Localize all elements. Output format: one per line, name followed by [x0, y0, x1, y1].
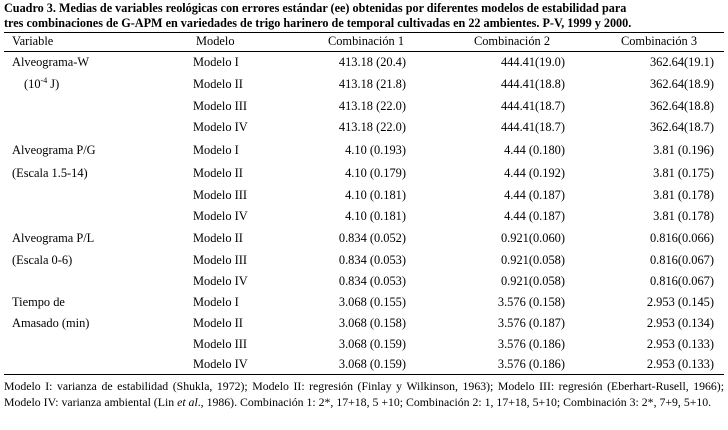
combinacion-3-cell: 362.64(18.8): [649, 99, 714, 113]
combinacion-3-cell: 2.953 (0.133): [646, 337, 714, 351]
combinacion-3-cell: 2.953 (0.134): [646, 316, 714, 330]
variable-unit-cell: [24, 77, 59, 92]
table-row: [0, 274, 728, 294]
modelo-cell: Modelo III: [193, 337, 248, 351]
combinacion-1-cell: 4.10 (0.181): [345, 209, 406, 223]
combinacion-1-cell: 413.18 (22.0): [338, 120, 406, 134]
combinacion-2-cell: 4.44 (0.192): [504, 166, 565, 180]
footnote-et-al: et al: [177, 395, 198, 409]
combinacion-3-cell: 0.816(0.066): [649, 231, 714, 245]
modelo-cell: Modelo IV: [193, 120, 248, 134]
combinacion-3-cell: 2.953 (0.133): [646, 357, 714, 371]
combinacion-1-cell: 3.068 (0.155): [338, 295, 406, 309]
unit-prefix: (10: [24, 77, 41, 91]
header-combinacion-2: Combinación 2: [473, 34, 551, 48]
unit-exponent: -4: [40, 75, 48, 85]
combinacion-1-cell: 0.834 (0.053): [338, 253, 406, 267]
combinacion-1-cell: 4.10 (0.181): [345, 188, 406, 202]
combinacion-3-cell: 3.81 (0.178): [653, 188, 714, 202]
table-row: [0, 253, 728, 273]
unit-suffix: J): [47, 77, 60, 91]
table-row: [0, 55, 728, 75]
modelo-cell: Modelo III: [193, 253, 248, 267]
combinacion-3-cell: 3.81 (0.196): [653, 143, 714, 157]
combinacion-2-cell: 4.44 (0.187): [504, 188, 565, 202]
combinacion-2-cell: 444.41(18.7): [500, 99, 565, 113]
table-row: [0, 166, 728, 186]
bottom-rule: [4, 374, 724, 375]
footnote-part-1: Modelo I: varianza de estabilidad (Shukla, 1972); Modelo II: regresión (Finlay y Wilkinson, 1963); Modelo III: regresión (Eberhart-Rusell, 1966); Modelo IV: varianza ambiental (Lin: [4, 379, 724, 409]
modelo-cell: Modelo II: [193, 166, 243, 180]
table-caption: [4, 1, 724, 31]
modelo-cell: Modelo I: [193, 295, 239, 309]
combinacion-1-cell: 3.068 (0.159): [338, 337, 406, 351]
combinacion-2-cell: 3.576 (0.158): [497, 295, 565, 309]
combinacion-3-cell: 3.81 (0.178): [653, 209, 714, 223]
combinacion-1-cell: 413.18 (22.0): [338, 99, 406, 113]
combinacion-3-cell: 362.64(19.1): [649, 55, 714, 69]
combinacion-2-cell: 0.921(0.058): [500, 274, 565, 288]
footnote-part-2: ., 1986). Combinación 1: 2*, 17+18, 5 +10; Combinación 2: 1, 17+18, 5+10; Combinación 3: 2*, 7+9, 5+10.: [197, 395, 712, 409]
variable-cell: Alveograma P/L: [12, 231, 95, 245]
table-row: [0, 143, 728, 163]
modelo-cell: Modelo I: [193, 143, 239, 157]
table-footnote: [4, 378, 724, 410]
modelo-cell: Modelo IV: [193, 209, 248, 223]
table-row: [0, 316, 728, 336]
modelo-cell: Modelo II: [193, 316, 243, 330]
table-row: [0, 188, 728, 208]
modelo-cell: Modelo III: [193, 188, 248, 202]
combinacion-2-cell: 3.576 (0.187): [497, 316, 565, 330]
combinacion-2-cell: 444.41(18.8): [500, 77, 565, 91]
combinacion-3-cell: 0.816(0.067): [649, 274, 714, 288]
table-row: [0, 120, 728, 140]
header-modelo: Modelo: [196, 34, 235, 48]
variable-cell: Tiempo de: [12, 295, 65, 309]
combinacion-3-cell: 362.64(18.9): [649, 77, 714, 91]
table-row: [0, 231, 728, 251]
combinacion-1-cell: 0.834 (0.052): [338, 231, 406, 245]
combinacion-1-cell: 4.10 (0.179): [345, 166, 406, 180]
combinacion-2-cell: 0.921(0.058): [500, 253, 565, 267]
header-variable: Variable: [12, 34, 54, 48]
table-row: [0, 99, 728, 119]
combinacion-3-cell: 2.953 (0.145): [646, 295, 714, 309]
variable-cell: Amasado (min): [12, 316, 90, 330]
variable-cell: (Escala 0-6): [12, 253, 73, 267]
modelo-cell: Modelo IV: [193, 357, 248, 371]
combinacion-2-cell: 3.576 (0.186): [497, 337, 565, 351]
combinacion-2-cell: 3.576 (0.186): [497, 357, 565, 371]
caption-line-2: tres combinaciones de G-APM en variedades de trigo harinero de temporal cultivadas en 22 ambientes. P-V, 1999 y 2000.: [4, 16, 632, 30]
table-row: [0, 77, 728, 97]
table-header: [0, 34, 728, 50]
combinacion-2-cell: 0.921(0.060): [500, 231, 565, 245]
combinacion-3-cell: 362.64(18.7): [649, 120, 714, 134]
variable-cell: Alveograma-W: [12, 55, 90, 69]
combinacion-3-cell: 0.816(0.067): [649, 253, 714, 267]
table-row: [0, 209, 728, 229]
combinacion-1-cell: 413.18 (20.4): [338, 55, 406, 69]
combinacion-1-cell: 4.10 (0.193): [345, 143, 406, 157]
combinacion-2-cell: 444.41(18.7): [500, 120, 565, 134]
combinacion-3-cell: 3.81 (0.175): [653, 166, 714, 180]
combinacion-1-cell: 3.068 (0.158): [338, 316, 406, 330]
variable-cell: (Escala 1.5-14): [12, 166, 88, 180]
modelo-cell: Modelo III: [193, 99, 248, 113]
header-combinacion-1: Combinación 1: [327, 34, 405, 48]
modelo-cell: Modelo I: [193, 55, 239, 69]
combinacion-1-cell: 0.834 (0.053): [338, 274, 406, 288]
modelo-cell: Modelo IV: [193, 274, 248, 288]
modelo-cell: Modelo II: [193, 77, 243, 91]
modelo-cell: Modelo II: [193, 231, 243, 245]
header-rule: [4, 51, 724, 52]
top-rule: [4, 32, 724, 33]
combinacion-2-cell: 444.41(19.0): [500, 55, 565, 69]
variable-cell: Alveograma P/G: [12, 143, 96, 157]
header-combinacion-3: Combinación 3: [620, 34, 698, 48]
combinacion-1-cell: 413.18 (21.8): [338, 77, 406, 91]
table-row: [0, 295, 728, 315]
combinacion-1-cell: 3.068 (0.159): [338, 357, 406, 371]
combinacion-2-cell: 4.44 (0.187): [504, 209, 565, 223]
combinacion-2-cell: 4.44 (0.180): [504, 143, 565, 157]
table-row: [0, 337, 728, 357]
caption-line-1: Cuadro 3. Medias de variables reológicas con errores estándar (ee) obtenidas por diferentes modelos de estabilidad para: [4, 1, 627, 15]
